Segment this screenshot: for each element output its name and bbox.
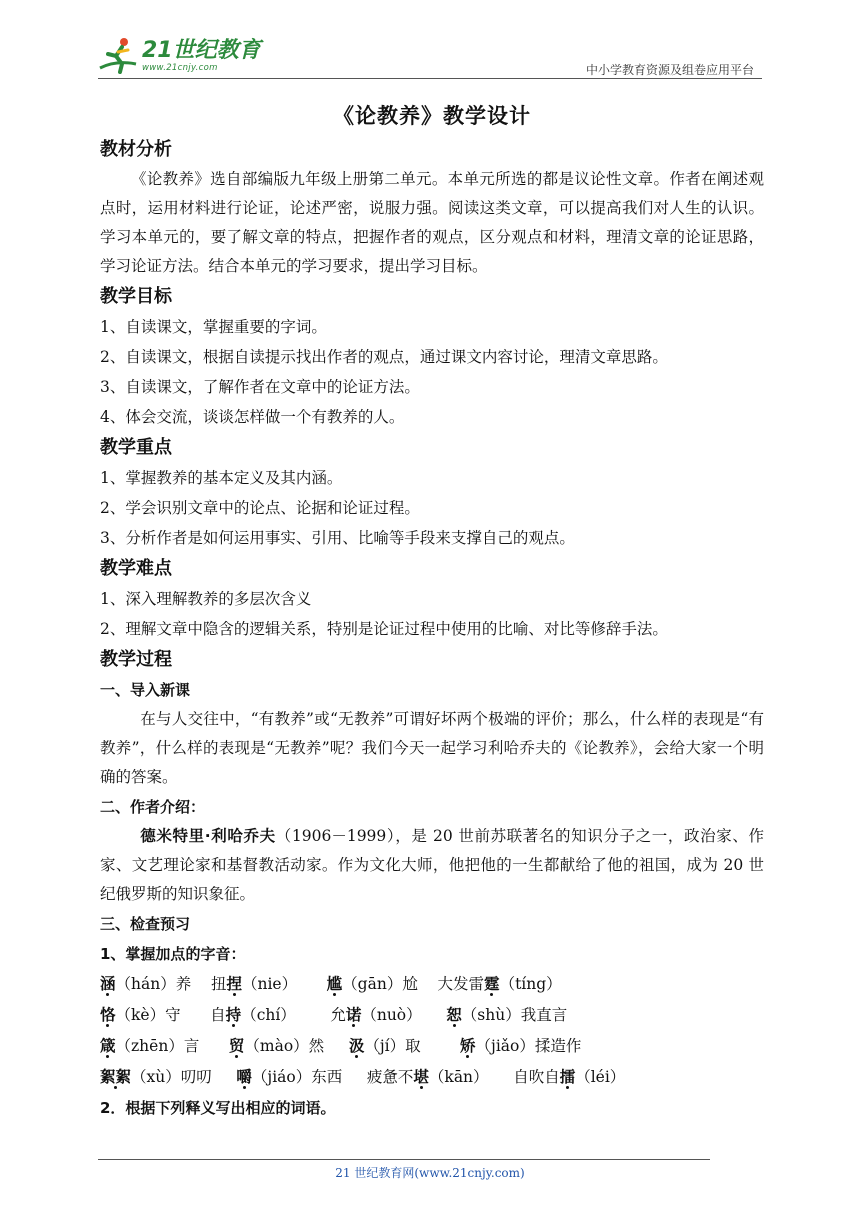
pinyin-row: [100, 1031, 764, 1062]
logo-title: 21世纪教育: [142, 37, 261, 63]
runner-logo-icon: [96, 34, 140, 78]
pinyin-annotation: （kān）: [428, 1068, 514, 1086]
word-prefix: 大发雷: [437, 975, 485, 993]
dotted-character: 嚼: [236, 1068, 252, 1086]
pinyin-exercise-heading: 1、掌握加点的字音：: [100, 945, 246, 963]
subsection-heading-author: 二、作者介绍：: [100, 798, 206, 816]
goal-item: 2、自读课文，根据自读提示找出作者的观点，通过课文内容讨论，理清文章思路。: [100, 348, 668, 366]
document-body: [100, 96, 764, 1123]
dotted-character: 涵: [100, 975, 116, 993]
pinyin-row: [100, 1000, 764, 1031]
dotted-character: 矫: [460, 1037, 476, 1055]
word-prefix: 自吹自: [513, 1068, 560, 1086]
section-heading-process: 教学过程: [100, 649, 172, 670]
platform-tagline: 中小学教育资源及组卷应用平台: [585, 63, 754, 77]
pinyin-annotation: （chí）: [241, 1006, 331, 1024]
goal-item: 3、自读课文，了解作者在文章中的论证方法。: [100, 378, 420, 396]
section-heading-analysis: 教材分析: [100, 139, 172, 160]
subsection-heading-preview: 三、检查预习: [100, 915, 191, 933]
difficulty-item: 1、深入理解教养的多层次含义: [100, 590, 312, 608]
dotted-character: 尴: [326, 975, 343, 993]
author-name: 德米特里·利哈乔夫: [140, 827, 276, 845]
goal-item: 1、自读课文，掌握重要的字词。: [100, 318, 327, 336]
pinyin-annotation: （hán）养: [115, 975, 211, 993]
section-heading-goals: 教学目标: [100, 286, 172, 307]
dotted-character: 汲: [348, 1037, 365, 1055]
dotted-character: 恕: [446, 1006, 462, 1024]
pinyin-annotation: （tíng）: [499, 975, 562, 993]
difficulty-item: 2、理解文章中隐含的逻辑关系，特别是论证过程中使用的比喻、对比等修辞手法。: [100, 620, 668, 638]
pinyin-annotation: （xù）叨叨: [131, 1068, 237, 1086]
section-heading-difficulties: 教学难点: [100, 558, 172, 579]
key-point-item: 2、学会识别文章中的论点、论据和论证过程。: [100, 499, 420, 517]
pinyin-annotation: （jí）取: [364, 1037, 461, 1055]
dotted-character: 捏: [226, 975, 242, 993]
dotted-character: 持: [225, 1006, 242, 1024]
pinyin-annotation: （kè）守: [115, 1006, 211, 1024]
dotted-character: 擂: [559, 1068, 576, 1086]
dotted-character: 诺: [345, 1006, 362, 1024]
key-point-item: 3、分析作者是如何运用事实、引用、比喻等手段来支撑自己的观点。: [100, 529, 575, 547]
pinyin-annotation: （mào）然: [244, 1037, 349, 1055]
author-bio: （1906－1999），是 20 世前苏联著名的知识分子之一，政治家、作家、文艺理论家和基督教活动家。作为文化大师，他把他的一生都献给了他的祖国，成为 20 世纪俄罗斯的知识象征。: [100, 827, 764, 903]
logo-url: www.21cnjy.com: [142, 62, 218, 73]
author-paragraph: [100, 822, 764, 909]
header-divider: [98, 78, 762, 79]
pinyin-row: [100, 1062, 764, 1093]
page-title: 《论教养》教学设计: [333, 104, 531, 128]
dotted-character: 霆: [484, 975, 500, 993]
pinyin-annotation: （shù）我直言: [461, 1006, 568, 1024]
page-header: [96, 34, 760, 80]
dotted-character: 堪: [413, 1068, 429, 1086]
word-prefix: 自: [210, 1006, 226, 1024]
page-footer: 21 世纪教育网(www.21cnjy.com): [335, 1166, 525, 1180]
word-prefix: 扭: [210, 975, 227, 993]
dotted-character: 贸: [228, 1037, 245, 1055]
definition-exercise-heading: 2．根据下列释义写出相应的词语。: [100, 1099, 336, 1117]
intro-paragraph: 在与人交往中，“有教养”或“无教养”可谓好坏两个极端的评价；那么，什么样的表现是“有教养”，什么样的表现是“无教养”呢？我们今天一起学习利哈乔夫的《论教养》，会给大家一个明确的答案。: [100, 710, 764, 786]
analysis-paragraph: 《论教养》选自部编版九年级上册第二单元。本单元所选的都是议论性文章。作者在阐述观点时，运用材料进行论证，论述严密，说服力强。阅读这类文章，可以提高我们对人生的认识。学习本单元的，要了解文章的特点，把握作者的观点，区分观点和材料，理清文章的论证思路，学习论证方法。结合本单元的学习要求，提出学习目标。: [100, 170, 764, 275]
footer-divider: [98, 1159, 710, 1160]
pinyin-annotation: （léi）: [575, 1068, 626, 1086]
word-prefix: 允: [330, 1006, 346, 1024]
pinyin-annotation: （nuò）: [361, 1006, 447, 1024]
subsection-heading-intro: 一、导入新课: [100, 681, 191, 699]
word-prefix: 疲惫不: [366, 1068, 414, 1086]
pinyin-exercise: [100, 969, 764, 1093]
section-heading-key-points: 教学重点: [100, 437, 172, 458]
dotted-character: 恪: [100, 1006, 116, 1024]
pinyin-row: [100, 969, 764, 1000]
dotted-character: 箴: [100, 1037, 116, 1055]
pinyin-annotation: （jiǎo）揉造作: [475, 1037, 582, 1055]
pinyin-annotation: （gān）尬: [342, 975, 438, 993]
dotted-character: 絮絮: [100, 1068, 132, 1086]
pinyin-annotation: （nie）: [241, 975, 327, 993]
site-logo: [96, 34, 261, 78]
key-point-item: 1、掌握教养的基本定义及其内涵。: [100, 469, 343, 487]
goal-item: 4、体会交流，谈谈怎样做一个有教养的人。: [100, 408, 405, 426]
pinyin-annotation: （jiáo）东西: [251, 1068, 367, 1086]
pinyin-annotation: （zhēn）言: [115, 1037, 229, 1055]
